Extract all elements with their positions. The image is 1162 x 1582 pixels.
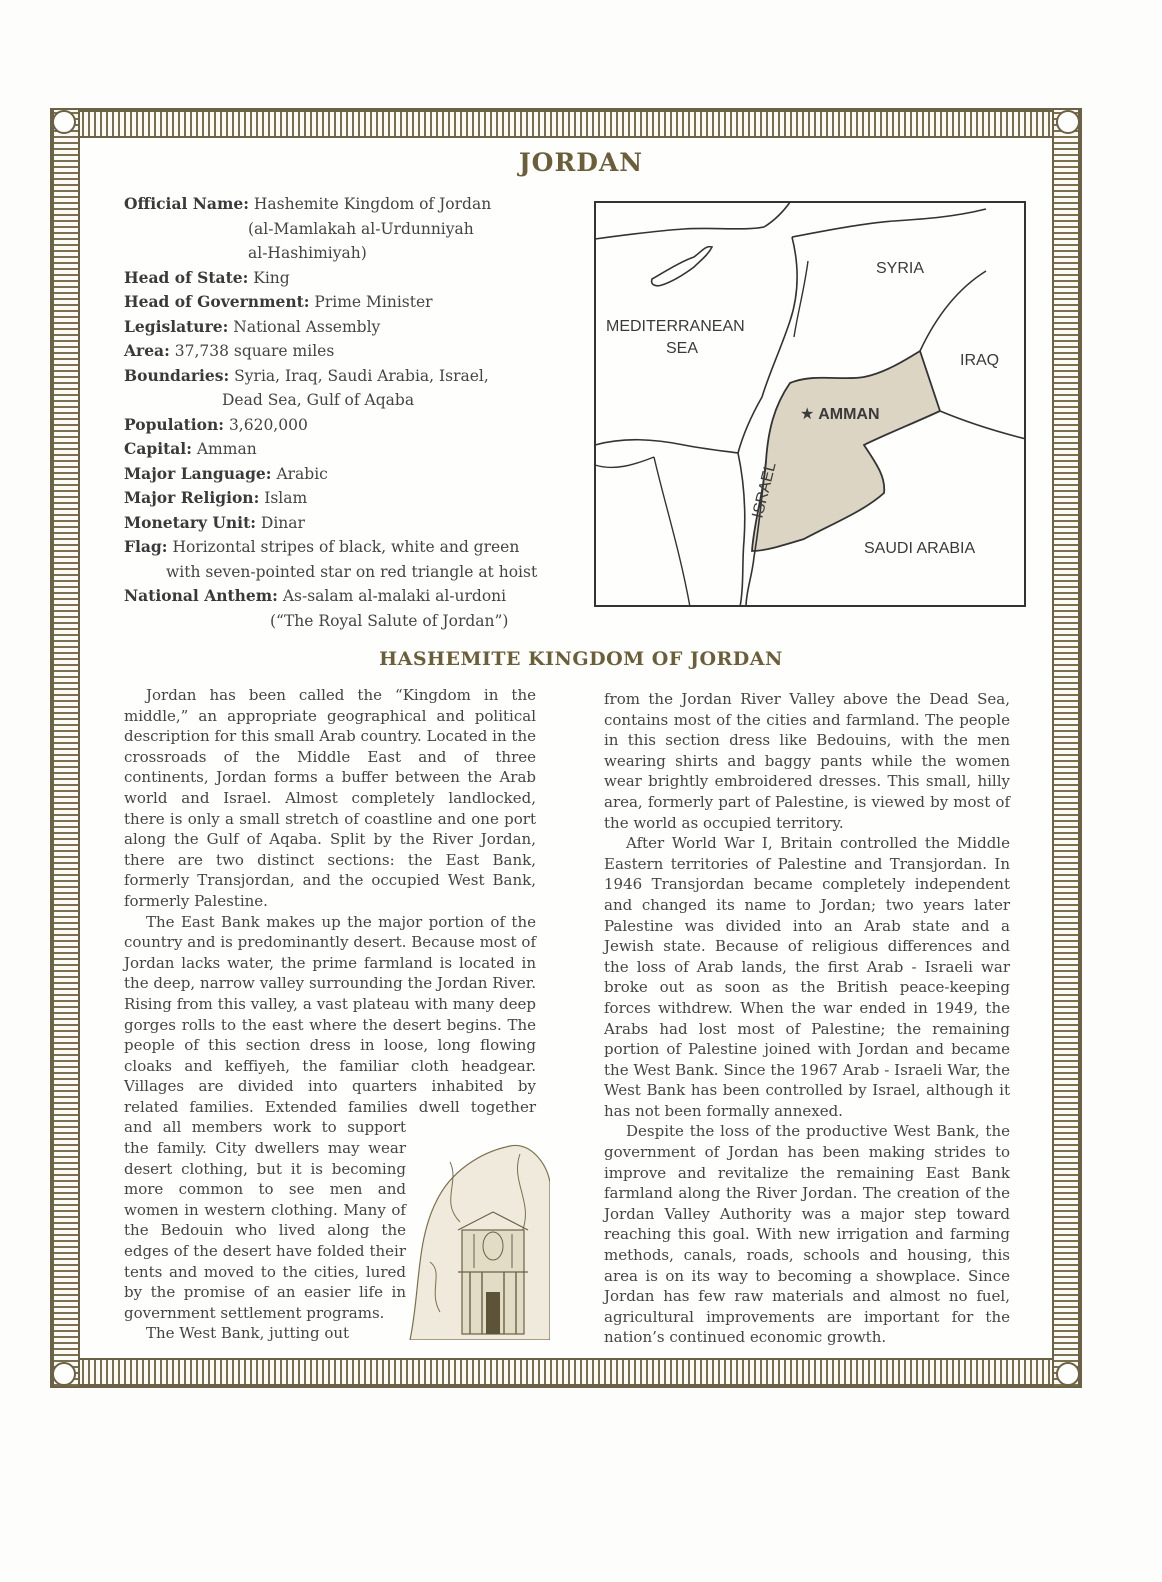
fact-key: Population:	[124, 414, 224, 434]
map-label-amman: ★ AMMAN	[800, 406, 880, 423]
jordan-region-map	[594, 201, 1026, 607]
petra-treasury-illustration	[400, 1142, 550, 1340]
fact-value: As-salam al-malaki al-urdoni	[282, 587, 507, 605]
map-label-mediterranean: MEDITERRANEAN	[606, 318, 745, 335]
fact-monetary-unit	[124, 511, 574, 536]
map-label-iraq: IRAQ	[960, 352, 1000, 369]
article-paragraph: After World War I, Britain controlled the Middle Eastern territories of Palestine and Transjordan. In 1946 Transjordan became completely independent and changed its name to Jordan; two years later Palestine was divided into an Arab state and a Jewish state. Because of religious differences and the loss of Arab lands, the first Arab - Israeli war broke out as soon as the British peace-keeping forces withdrew. When the war ended in 1949, the Arabs had lost most of Palestine; the remaining portion of Palestine joined with Jordan and became the West Bank. Since the 1967 Arab - Israeli War, the West Bank has been controlled by Israel, although it has not been formally annexed.	[604, 834, 1010, 1120]
fact-value: Dead Sea, Gulf of Aqaba	[222, 391, 415, 409]
fact-value: Amman	[196, 440, 257, 458]
fact-legislature	[124, 315, 574, 340]
fact-major-religion	[124, 486, 574, 511]
fact-value: Hashemite Kingdom of Jordan	[253, 195, 492, 213]
fact-key: Head of Government:	[124, 292, 310, 311]
fact-key: Area:	[124, 341, 170, 360]
fact-population	[124, 413, 574, 438]
ornamental-border-top	[52, 110, 1080, 138]
border-corner-ornament	[1056, 110, 1080, 134]
fact-value: Arabic	[276, 464, 328, 483]
article-paragraph: from the Jordan River Valley above the Dead Sea, contains most of the cities and farmland. The people in this section dress like Bedouins, with the men wearing shirts and baggy pants while the women wear brightly embroidered dresses. This small, hilly area, formerly part of Palestine, is viewed by most of the world as occupied territory.	[604, 690, 1010, 832]
fact-official-name	[124, 192, 574, 266]
fact-key: Major Language:	[124, 463, 272, 483]
fact-head-of-state	[124, 266, 574, 291]
ornamental-border-bottom	[52, 1358, 1080, 1386]
article-paragraph: Despite the loss of the productive West Bank, the government of Jordan has been making strides to improve and revitalize the remaining East Bank farmland along the River Jordan. The creation of the Jordan Valley Authority was a major step toward reaching this goal. With new irrigation and farming methods, canals, roads, schools and housing, this area is on its way to becoming a showplace. Since Jordan has few raw materials and almost no fuel, agricultural improvements are important for the nation’s continued economic growth.	[604, 1122, 1010, 1347]
map-label-sea: SEA	[666, 340, 699, 357]
article-paragraph: The East Bank makes up the major portion of the country and is predominantly desert. Because most of Jordan lacks water, the prime farmland is located in the deep, narrow valley surrounding the Jordan River. Rising from this valley, a vast plateau with many deep gorges rolls to the east where the desert begins. The people of this section dress in loose, long flowing cloaks and keffiyeh, the familiar cloth headgear. Villages are divided into quarters inhabited by related families. Extended families dwell together and all members work to support the family. City dwellers may wear desert clothing, but it is becoming more common to see men and women in western clothing. Many of the Bedouin who lived along the edges of the desert have folded their tents and moved to the cities, lured by the promise of an easier life in government settlement programs.	[124, 912, 536, 1322]
fact-capital	[124, 437, 574, 462]
article-paragraph: The West Bank, jutting out	[146, 1324, 350, 1343]
article-paragraph: Jordan has been called the “Kingdom in the middle,” an appropriate geographical and political description for this small Arab country. Located in the crossroads of the Middle East and of three continents, Jordan forms a buffer between the Arab world and Israel. Almost completely landlocked, there is only a small stretch of coastline and one port along the Gulf of Aqaba. Split by the River Jordan, there are two distinct sections: the East Bank, formerly Transjordan, and the occupied West Bank, formerly Palestine.	[124, 686, 536, 910]
fact-value: (al-Mamlakah al-Urdunniyah	[248, 219, 474, 238]
fact-key: Major Religion:	[124, 488, 260, 507]
fact-value: Horizontal stripes of black, white and green	[172, 538, 520, 556]
fact-key: Capital:	[124, 439, 192, 458]
fact-value: Islam	[264, 489, 308, 507]
fact-value: 37,738 square miles	[174, 342, 335, 360]
fact-value: Dinar	[260, 513, 305, 532]
fact-value: National Assembly	[233, 317, 381, 336]
fact-key: Monetary Unit:	[124, 512, 256, 532]
ornamental-border-right	[1052, 110, 1080, 1386]
fact-value: (“The Royal Salute of Jordan”)	[270, 611, 509, 630]
fact-value: Syria, Iraq, Saudi Arabia, Israel,	[234, 366, 489, 385]
fact-key: Official Name:	[124, 194, 249, 213]
article-title: HASHEMITE KINGDOM OF JORDAN	[379, 648, 783, 670]
country-facts	[124, 192, 574, 633]
fact-key: Boundaries:	[124, 365, 230, 385]
map-label-saudi-arabia: SAUDI ARABIA	[864, 540, 976, 557]
fact-key: National Anthem:	[124, 586, 278, 605]
fact-value: Prime Minister	[314, 293, 433, 311]
border-corner-ornament	[52, 110, 76, 134]
page-title: JORDAN	[518, 148, 644, 177]
fact-value: with seven-pointed star on red triangle at hoist	[166, 562, 538, 581]
fact-major-language	[124, 462, 574, 487]
article-column-right	[604, 689, 1010, 1348]
fact-value: al-Hashimiyah)	[248, 244, 367, 262]
fact-boundaries	[124, 364, 574, 413]
map-label-israel: ISRAEL	[749, 460, 780, 520]
border-corner-ornament	[1056, 1362, 1080, 1386]
fact-key: Head of State:	[124, 267, 249, 287]
fact-flag	[124, 535, 574, 584]
fact-head-of-government	[124, 290, 574, 315]
fact-national-anthem	[124, 584, 574, 633]
fact-value: King	[253, 268, 290, 287]
fact-area	[124, 339, 574, 364]
ornamental-border-left	[52, 110, 80, 1386]
fact-key: Legislature:	[124, 316, 229, 336]
border-corner-ornament	[52, 1362, 76, 1386]
fact-key: Flag:	[124, 537, 168, 556]
map-label-syria: SYRIA	[876, 260, 925, 277]
fact-value: 3,620,000	[228, 415, 308, 434]
